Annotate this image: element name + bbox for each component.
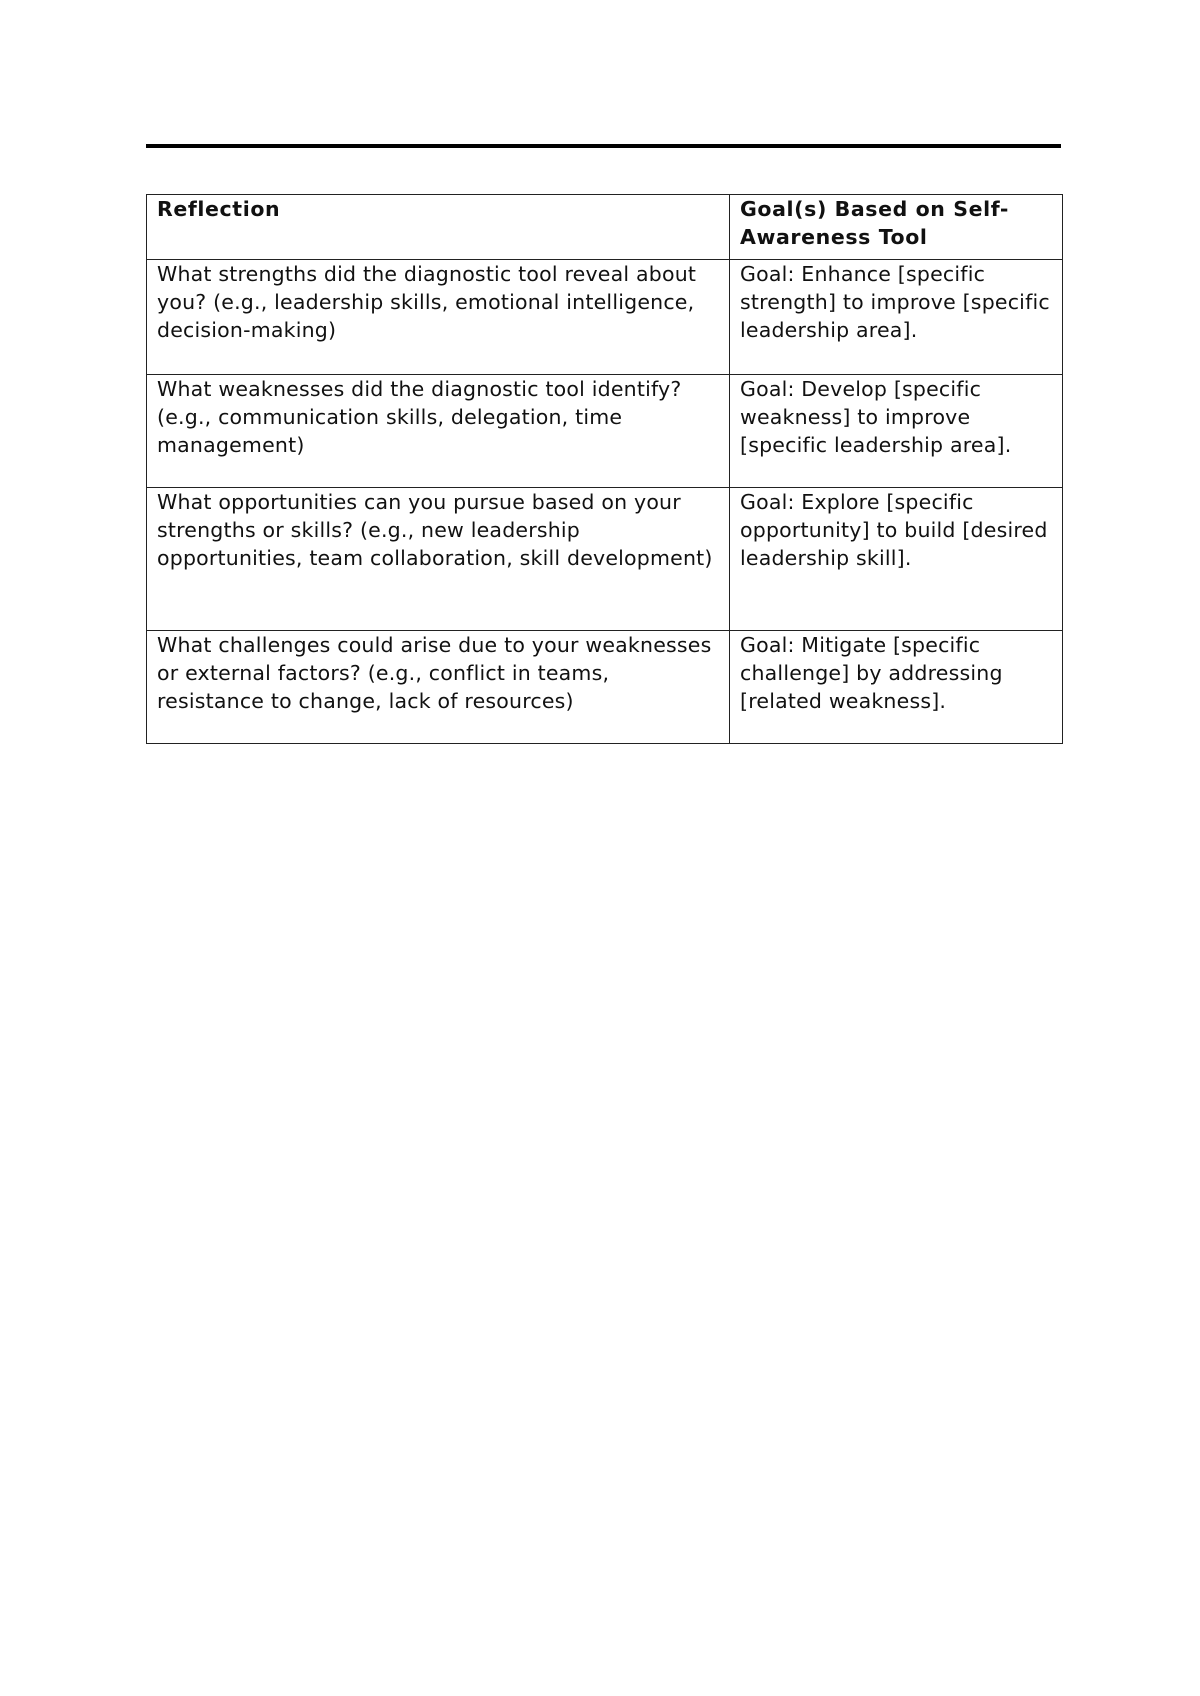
horizontal-rule — [146, 144, 1061, 148]
header-goals: Goal(s) Based on Self-Awareness Tool — [730, 195, 1063, 260]
table-row — [147, 488, 1063, 631]
header-reflection: Reflection — [147, 195, 730, 260]
goal-cell: Goal: Develop [specific weakness] to improve [specific leadership area]. — [730, 375, 1063, 488]
table-header-row — [147, 195, 1063, 260]
table-row — [147, 375, 1063, 488]
reflection-cell: What strengths did the diagnostic tool reveal about you? (e.g., leadership skills, emotional intelligence, decision-making) — [147, 260, 730, 375]
reflection-cell: What challenges could arise due to your weaknesses or external factors? (e.g., conflict in teams, resistance to change, lack of resources) — [147, 631, 730, 744]
goal-cell: Goal: Explore [specific opportunity] to build [desired leadership skill]. — [730, 488, 1063, 631]
reflection-cell: What opportunities can you pursue based on your strengths or skills? (e.g., new leadership opportunities, team collaboration, skill development) — [147, 488, 730, 631]
table-row — [147, 631, 1063, 744]
goal-cell: Goal: Mitigate [specific challenge] by addressing [related weakness]. — [730, 631, 1063, 744]
goal-cell: Goal: Enhance [specific strength] to improve [specific leadership area]. — [730, 260, 1063, 375]
table-row — [147, 260, 1063, 375]
reflection-goals-table — [146, 194, 1063, 744]
reflection-cell: What weaknesses did the diagnostic tool identify? (e.g., communication skills, delegation, time management) — [147, 375, 730, 488]
